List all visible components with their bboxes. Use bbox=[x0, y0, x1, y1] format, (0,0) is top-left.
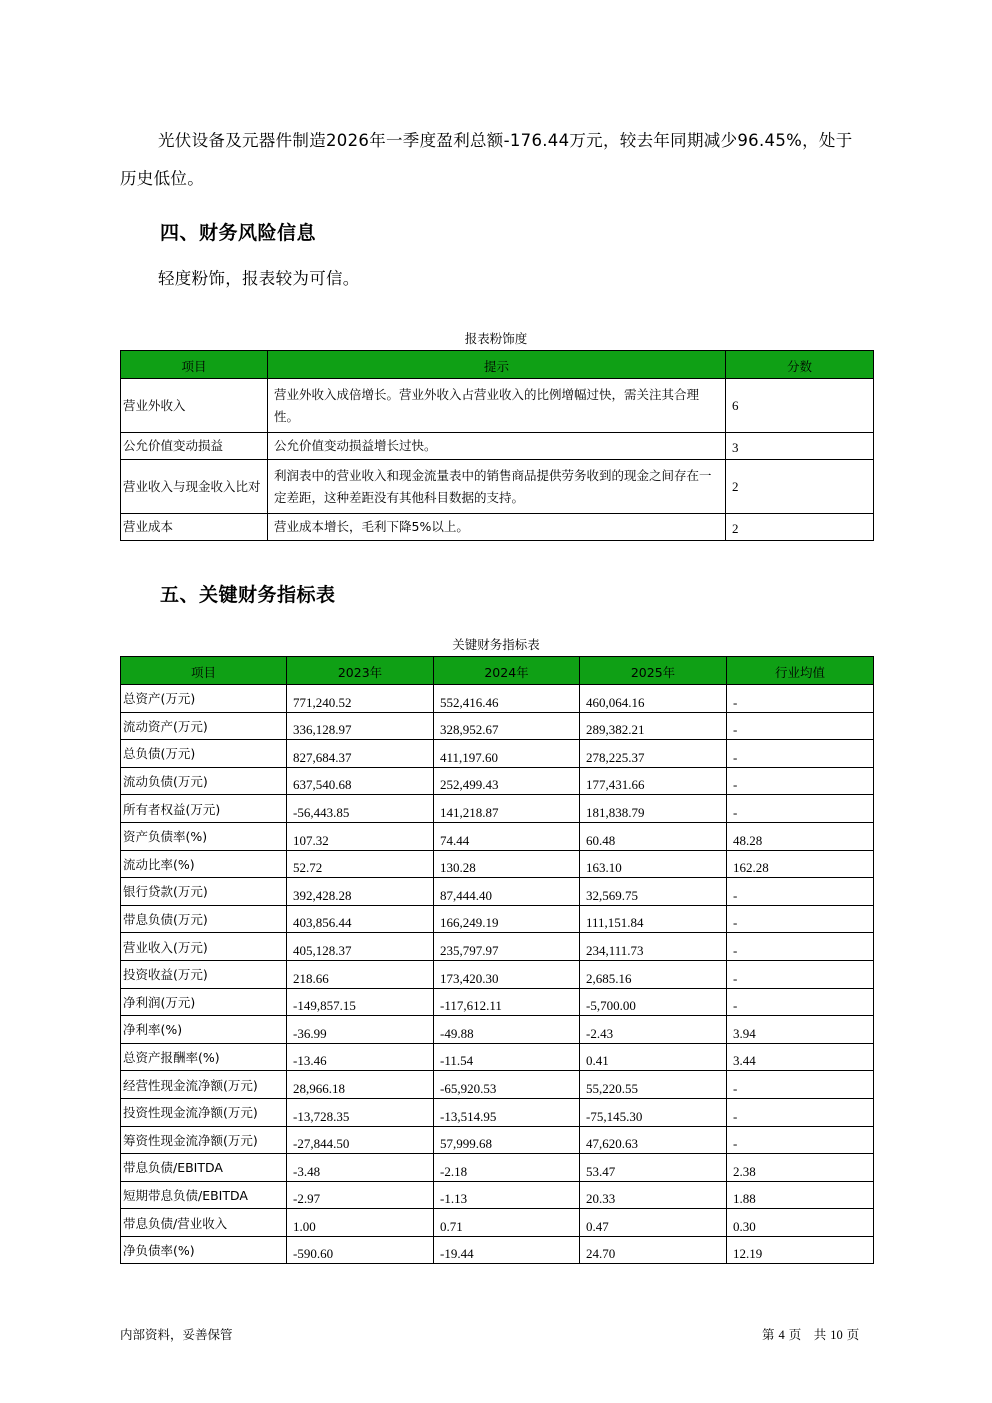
risk-table-header bbox=[121, 351, 874, 379]
kfi-value: 403,856.44 bbox=[287, 905, 434, 933]
kfi-value: 53.47 bbox=[580, 1154, 727, 1182]
kfi-value: 111,151.84 bbox=[580, 905, 727, 933]
kfi-value: 405,128.37 bbox=[287, 933, 434, 961]
risk-table-caption: 报表粉饰度 bbox=[464, 331, 528, 346]
kfi-item: 总资产(万元) bbox=[121, 685, 287, 713]
kfi-value: 218.66 bbox=[287, 960, 434, 988]
risk-item: 公允价值变动损益 bbox=[121, 433, 268, 460]
kfi-row bbox=[121, 685, 874, 713]
kfi-row bbox=[121, 1154, 874, 1182]
kfi-value: 411,197.60 bbox=[434, 740, 580, 768]
kfi-row bbox=[121, 1181, 874, 1209]
kfi-value: -117,612.11 bbox=[434, 988, 580, 1016]
risk-table bbox=[120, 350, 874, 541]
risk-row bbox=[121, 460, 874, 514]
kfi-item: 经营性现金流净额(万元) bbox=[121, 1071, 287, 1099]
kfi-value: - bbox=[727, 795, 874, 823]
kfi-value: 0.30 bbox=[727, 1209, 874, 1237]
kfi-value: 637,540.68 bbox=[287, 767, 434, 795]
kfi-header-2024: 2024年 bbox=[434, 657, 580, 685]
kfi-value: -75,145.30 bbox=[580, 1098, 727, 1126]
kfi-value: 60.48 bbox=[580, 822, 727, 850]
kfi-header-item: 项目 bbox=[121, 657, 287, 685]
footer-page-number: 第 4 页 共 10 页 bbox=[762, 1327, 860, 1342]
section-4-title: 四、财务风险信息 bbox=[160, 222, 317, 244]
kfi-value: -2.97 bbox=[287, 1181, 434, 1209]
kfi-value: 55,220.55 bbox=[580, 1071, 727, 1099]
kfi-value: - bbox=[727, 712, 874, 740]
kfi-value: 0.47 bbox=[580, 1209, 727, 1237]
total-pages: 10 bbox=[830, 1328, 843, 1342]
kfi-value: 1.00 bbox=[287, 1209, 434, 1237]
kfi-value: -13,514.95 bbox=[434, 1098, 580, 1126]
kfi-row bbox=[121, 767, 874, 795]
kfi-value: 24.70 bbox=[580, 1236, 727, 1264]
kfi-value: - bbox=[727, 960, 874, 988]
kfi-value: 166,249.19 bbox=[434, 905, 580, 933]
kfi-item: 带息负债/营业收入 bbox=[121, 1209, 287, 1237]
kfi-item: 总资产报酬率(%) bbox=[121, 1043, 287, 1071]
kfi-value: -13,728.35 bbox=[287, 1098, 434, 1126]
kfi-item: 投资性现金流净额(万元) bbox=[121, 1098, 287, 1126]
kfi-row bbox=[121, 822, 874, 850]
kfi-item: 净负债率(%) bbox=[121, 1236, 287, 1264]
risk-hint: 营业外收入成倍增长。营业外收入占营业收入的比例增幅过快，需关注其合理性。 bbox=[268, 379, 726, 433]
kfi-value: 1.88 bbox=[727, 1181, 874, 1209]
kfi-item: 带息负债(万元) bbox=[121, 905, 287, 933]
kfi-value: -27,844.50 bbox=[287, 1126, 434, 1154]
kfi-value: 0.71 bbox=[434, 1209, 580, 1237]
kfi-row bbox=[121, 1236, 874, 1264]
kfi-value: 2.38 bbox=[727, 1154, 874, 1182]
risk-hint: 公允价值变动损益增长过快。 bbox=[268, 433, 726, 460]
risk-score: 2 bbox=[726, 514, 874, 541]
kfi-item: 流动负债(万元) bbox=[121, 767, 287, 795]
kfi-header-industry-avg: 行业均值 bbox=[727, 657, 874, 685]
kfi-value: 328,952.67 bbox=[434, 712, 580, 740]
kfi-value: -1.13 bbox=[434, 1181, 580, 1209]
kfi-row bbox=[121, 878, 874, 906]
kfi-value: -19.44 bbox=[434, 1236, 580, 1264]
kfi-item: 带息负债/EBITDA bbox=[121, 1154, 287, 1182]
kfi-value: - bbox=[727, 878, 874, 906]
kfi-item: 总负债(万元) bbox=[121, 740, 287, 768]
risk-hint: 利润表中的营业收入和现金流量表中的销售商品提供劳务收到的现金之间存在一定差距，这种差距没有其他科目数据的支持。 bbox=[268, 460, 726, 514]
kfi-value: 141,218.87 bbox=[434, 795, 580, 823]
kfi-value: 12.19 bbox=[727, 1236, 874, 1264]
kfi-value: 52.72 bbox=[287, 850, 434, 878]
risk-item: 营业收入与现金收入比对 bbox=[121, 460, 268, 514]
intro-line-1: 光伏设备及元器件制造2026年一季度盈利总额-176.44万元，较去年同期减少96.45%，处于 bbox=[158, 131, 853, 150]
kfi-item: 资产负债率(%) bbox=[121, 822, 287, 850]
kfi-header-2023: 2023年 bbox=[287, 657, 434, 685]
kfi-item: 银行贷款(万元) bbox=[121, 878, 287, 906]
risk-header-score: 分数 bbox=[726, 351, 874, 379]
kfi-table-caption: 关键财务指标表 bbox=[452, 637, 540, 652]
kfi-value: 827,684.37 bbox=[287, 740, 434, 768]
kfi-value: 107.32 bbox=[287, 822, 434, 850]
kfi-item: 净利率(%) bbox=[121, 1016, 287, 1044]
kfi-item: 短期带息负债/EBITDA bbox=[121, 1181, 287, 1209]
kfi-value: - bbox=[727, 685, 874, 713]
kfi-row bbox=[121, 1098, 874, 1126]
risk-row bbox=[121, 379, 874, 433]
kfi-value: 289,382.21 bbox=[580, 712, 727, 740]
kfi-value: - bbox=[727, 988, 874, 1016]
kfi-value: 32,569.75 bbox=[580, 878, 727, 906]
footer-confidential: 内部资料，妥善保管 bbox=[120, 1327, 233, 1342]
kfi-header-2025: 2025年 bbox=[580, 657, 727, 685]
risk-summary bbox=[120, 260, 876, 298]
kfi-value: -5,700.00 bbox=[580, 988, 727, 1016]
kfi-value: 87,444.40 bbox=[434, 878, 580, 906]
risk-header-hint: 提示 bbox=[268, 351, 726, 379]
current-page: 4 bbox=[778, 1328, 785, 1342]
kfi-value: 130.28 bbox=[434, 850, 580, 878]
kfi-value: 173,420.30 bbox=[434, 960, 580, 988]
kfi-row bbox=[121, 933, 874, 961]
kfi-row bbox=[121, 1043, 874, 1071]
kfi-row bbox=[121, 1126, 874, 1154]
kfi-table-header bbox=[121, 657, 874, 685]
kfi-value: - bbox=[727, 1071, 874, 1099]
kfi-value: -2.18 bbox=[434, 1154, 580, 1182]
kfi-value: 252,499.43 bbox=[434, 767, 580, 795]
kfi-row bbox=[121, 795, 874, 823]
kfi-value: 235,797.97 bbox=[434, 933, 580, 961]
kfi-value: -590.60 bbox=[287, 1236, 434, 1264]
kfi-item: 流动比率(%) bbox=[121, 850, 287, 878]
kfi-row bbox=[121, 960, 874, 988]
kfi-value: - bbox=[727, 767, 874, 795]
kfi-item: 流动资产(万元) bbox=[121, 712, 287, 740]
kfi-value: -36.99 bbox=[287, 1016, 434, 1044]
kfi-value: -11.54 bbox=[434, 1043, 580, 1071]
kfi-value: 0.41 bbox=[580, 1043, 727, 1071]
kfi-item: 净利润(万元) bbox=[121, 988, 287, 1016]
kfi-value: 181,838.79 bbox=[580, 795, 727, 823]
kfi-value: 460,064.16 bbox=[580, 685, 727, 713]
kfi-row bbox=[121, 905, 874, 933]
risk-score: 6 bbox=[726, 379, 874, 433]
kfi-value: 2,685.16 bbox=[580, 960, 727, 988]
risk-item: 营业成本 bbox=[121, 514, 268, 541]
kfi-value: 3.44 bbox=[727, 1043, 874, 1071]
kfi-value: -13.46 bbox=[287, 1043, 434, 1071]
kfi-value: - bbox=[727, 1098, 874, 1126]
kfi-row bbox=[121, 1016, 874, 1044]
risk-row bbox=[121, 514, 874, 541]
section-5-title: 五、关键财务指标表 bbox=[160, 584, 336, 606]
risk-hint: 营业成本增长，毛利下降5%以上。 bbox=[268, 514, 726, 541]
kfi-value: 47,620.63 bbox=[580, 1126, 727, 1154]
kfi-value: - bbox=[727, 905, 874, 933]
risk-score: 3 bbox=[726, 433, 874, 460]
kfi-value: 336,128.97 bbox=[287, 712, 434, 740]
risk-summary-text: 轻度粉饰，报表较为可信。 bbox=[158, 269, 360, 288]
kfi-table bbox=[120, 656, 874, 1264]
kfi-item: 筹资性现金流净额(万元) bbox=[121, 1126, 287, 1154]
kfi-value: 552,416.46 bbox=[434, 685, 580, 713]
kfi-value: 20.33 bbox=[580, 1181, 727, 1209]
kfi-value: -2.43 bbox=[580, 1016, 727, 1044]
risk-row bbox=[121, 433, 874, 460]
kfi-value: 771,240.52 bbox=[287, 685, 434, 713]
kfi-value: -65,920.53 bbox=[434, 1071, 580, 1099]
kfi-item: 所有者权益(万元) bbox=[121, 795, 287, 823]
risk-header-item: 项目 bbox=[121, 351, 268, 379]
kfi-row bbox=[121, 740, 874, 768]
risk-score: 2 bbox=[726, 460, 874, 514]
kfi-value: 392,428.28 bbox=[287, 878, 434, 906]
kfi-value: 3.94 bbox=[727, 1016, 874, 1044]
kfi-row bbox=[121, 850, 874, 878]
kfi-value: -49.88 bbox=[434, 1016, 580, 1044]
kfi-value: 57,999.68 bbox=[434, 1126, 580, 1154]
kfi-value: 74.44 bbox=[434, 822, 580, 850]
kfi-value: -149,857.15 bbox=[287, 988, 434, 1016]
kfi-value: - bbox=[727, 1126, 874, 1154]
kfi-value: 162.28 bbox=[727, 850, 874, 878]
kfi-value: 28,966.18 bbox=[287, 1071, 434, 1099]
kfi-item: 营业收入(万元) bbox=[121, 933, 287, 961]
kfi-row bbox=[121, 712, 874, 740]
risk-item: 营业外收入 bbox=[121, 379, 268, 433]
kfi-row bbox=[121, 1071, 874, 1099]
kfi-row bbox=[121, 1209, 874, 1237]
kfi-value: -3.48 bbox=[287, 1154, 434, 1182]
kfi-item: 投资收益(万元) bbox=[121, 960, 287, 988]
kfi-value: 177,431.66 bbox=[580, 767, 727, 795]
kfi-value: -56,443.85 bbox=[287, 795, 434, 823]
kfi-value: 48.28 bbox=[727, 822, 874, 850]
kfi-value: - bbox=[727, 740, 874, 768]
kfi-value: 278,225.37 bbox=[580, 740, 727, 768]
intro-paragraph bbox=[120, 122, 876, 198]
kfi-value: 234,111.73 bbox=[580, 933, 727, 961]
kfi-value: - bbox=[727, 933, 874, 961]
kfi-value: 163.10 bbox=[580, 850, 727, 878]
intro-line-2: 历史低位。 bbox=[120, 169, 204, 188]
kfi-row bbox=[121, 988, 874, 1016]
